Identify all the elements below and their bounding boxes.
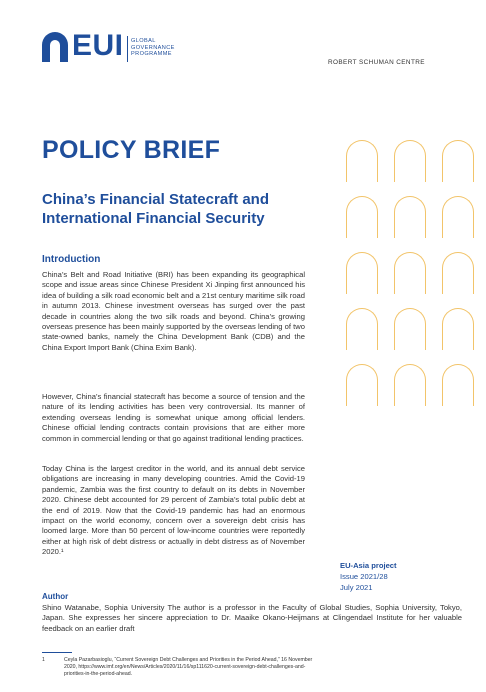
arch-icon <box>346 364 378 406</box>
doc-type: POLICY BRIEF <box>42 136 221 164</box>
arch-icon <box>394 140 426 182</box>
footnote-number: 1 <box>42 657 45 663</box>
arch-icon <box>442 140 474 182</box>
arch-icon <box>442 308 474 350</box>
arch-icon <box>346 140 378 182</box>
programme-line: GOVERNANCE <box>131 44 175 51</box>
arch-icon <box>394 308 426 350</box>
arch-icon <box>394 196 426 238</box>
arch-icon <box>346 196 378 238</box>
arch-icon <box>394 252 426 294</box>
header <box>0 0 486 90</box>
project-name: EU-Asia project <box>340 561 397 570</box>
logo-divider <box>127 36 128 62</box>
issue-date: July 2021 <box>340 582 373 592</box>
arch-icon <box>346 252 378 294</box>
programme-name <box>131 38 175 58</box>
arch-icon <box>442 196 474 238</box>
footnote <box>42 657 322 678</box>
arch-icon <box>442 364 474 406</box>
paragraph: Today China is the largest creditor in the world, and its annual debt service obligations are increasing in many developing countries. Amid the Covid-19 pandemic, Zambia was the first country to default on its debts in November 2020. Chinese debt accounted for 29 percent of Zambia’s total public debt at the end of 2019. Now that the Covid-19 pandemic has had an enormous impact on the world economy, concern over a sovereign debt crisis has loomed large. More than 50 percent of low-income countries were reportedly either at high risk of debt distress or actually in debt distress as of November 2020.¹ <box>42 464 305 557</box>
decorative-arches <box>338 140 486 420</box>
centre-name: ROBERT SCHUMAN CENTRE <box>328 59 425 66</box>
arch-icon <box>442 252 474 294</box>
author-text: Shino Watanabe, Sophia University The author is a professor in the Faculty of Global Studies, Sophia University, Tokyo, Japan. She expresses her sincere appreciation to Dr. Maaike Okano-Heijmans at Clingendael Institute for her valuable feedback on an earlier draft <box>42 603 462 633</box>
arch-icon <box>394 364 426 406</box>
footnote-text: Ceyla Pazarbasioglu, “Current Sovereign Debt Challenges and Priorities in the Period Ahead,” 16 November 2020, https://www.imf.org/en/News/Articles/2020/11/16/sp111620-current-sovereign-debt-challenges-and-priorities-in-the-period-ahead. <box>64 657 313 677</box>
brief-title: China’s Financial Statecraft and International Financial Security <box>42 191 269 227</box>
logo-text: EUI <box>72 29 124 62</box>
paragraph: China’s Belt and Road Initiative (BRI) has been expanding its geographical scope and issue areas since Chinese President Xi Jinping first announced his idea of building a silk road economic belt and a 21st century maritime silk road in autumn 2013. Chinese investment overseas has surged over the past decade in countries along the two silk roads and beyond. China’s growing overseas presence has been mainly supported by the overseas lending of two state-owned banks, namely the China Development Bank (CDB) and the China Export Import Bank (China Exim Bank). <box>42 270 305 352</box>
author-heading: Author <box>42 592 69 601</box>
programme-line: PROGRAMME <box>131 51 172 58</box>
footnote-rule <box>42 652 72 653</box>
eui-logo-icon <box>42 32 68 62</box>
arch-icon <box>346 308 378 350</box>
issue-info <box>340 561 397 593</box>
paragraph: However, China’s financial statecraft has become a source of tension and the nature of its lending activities has been very controversial. Its manner of extending overseas lending is somewhat unique among official lenders. Chinese official lending contracts contain provisions that are either more common in commercial lending or that go against traditional lending practices. <box>42 392 305 443</box>
programme-line: GLOBAL <box>131 38 156 44</box>
section-heading: Introduction <box>42 254 101 265</box>
issue-number: Issue 2021/28 <box>340 571 388 581</box>
